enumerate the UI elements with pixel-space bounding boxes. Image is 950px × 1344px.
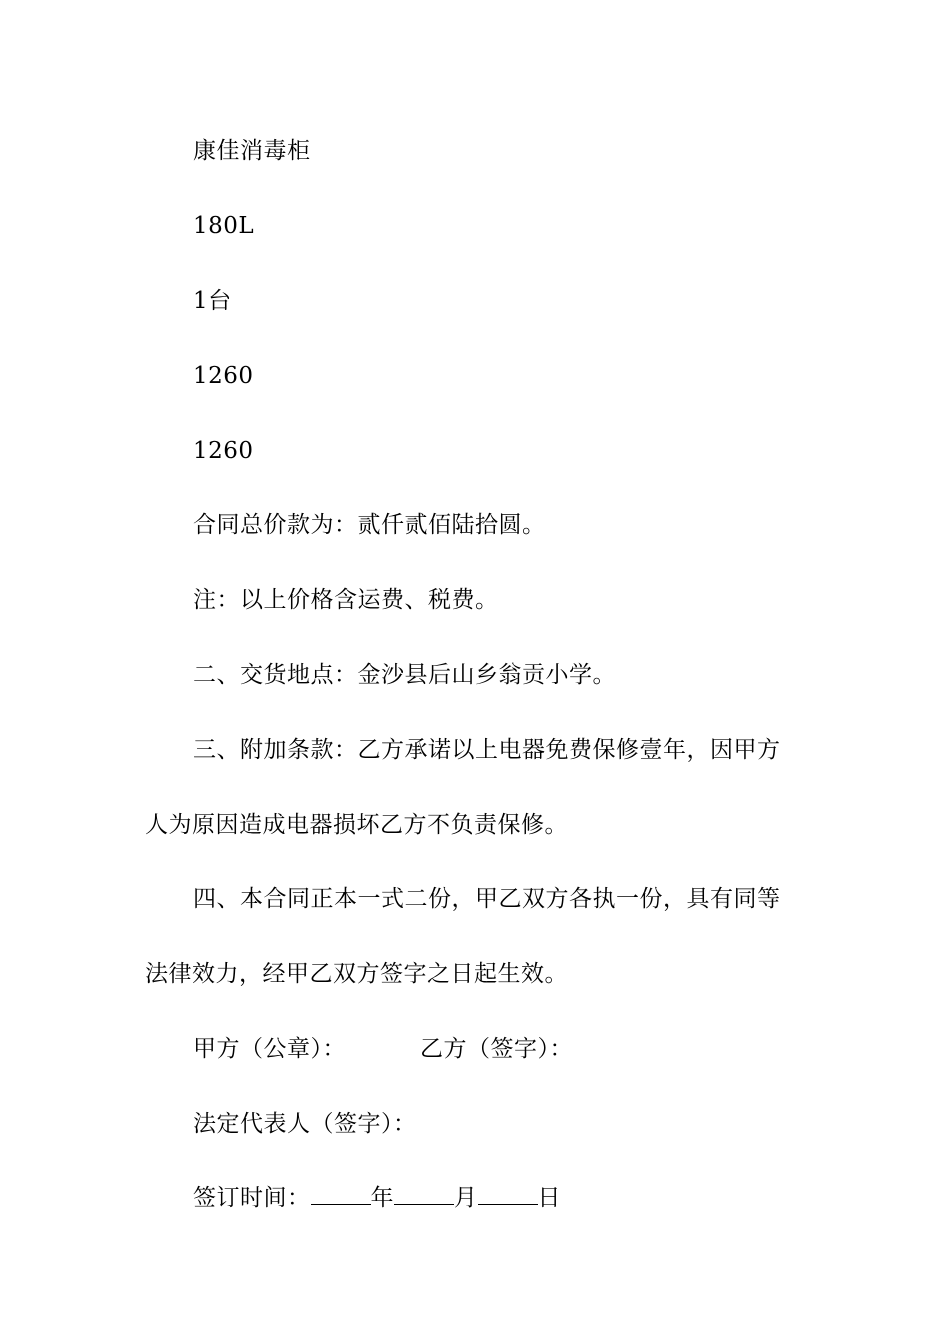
clause-copies-line1: 四、本合同正本一式二份，甲乙双方各执一份，具有同等 (193, 886, 781, 912)
clause-delivery-location: 二、交货地点：金沙县后山乡翁贡小学。 (193, 662, 616, 688)
item-capacity: 180L (193, 213, 255, 239)
total-price-text: 合同总价款为：贰仟贰佰陆拾圆。 (193, 512, 546, 538)
legal-rep-signature-label: 法定代表人（签字）： (193, 1111, 417, 1137)
party-a-signature-label: 甲方（公章）： (193, 1036, 346, 1062)
clause-additional-terms-line1: 三、附加条款：乙方承诺以上电器免费保修壹年，因甲方 (193, 737, 781, 763)
day-blank (478, 1184, 538, 1205)
clause-copies-line2: 法律效力，经甲乙双方签字之日起生效。 (145, 961, 568, 987)
item-unit-price: 1260 (193, 363, 254, 389)
year-blank (311, 1184, 371, 1205)
item-subtotal: 1260 (193, 438, 254, 464)
party-b-signature-label: 乙方（签字）： (420, 1036, 573, 1062)
item-product-name: 康佳消毒柜 (193, 138, 311, 164)
year-label: 年 (370, 1185, 394, 1211)
signing-date (193, 1183, 561, 1213)
month-label: 月 (454, 1185, 478, 1211)
signing-date-label: 签订时间： (193, 1185, 311, 1211)
clause-additional-terms-line2: 人为原因造成电器损坏乙方不负责保修。 (145, 812, 568, 838)
month-blank (394, 1184, 454, 1205)
price-note: 注：以上价格含运费、税费。 (193, 587, 499, 613)
item-quantity: 1台 (193, 288, 232, 314)
day-label: 日 (537, 1185, 561, 1211)
